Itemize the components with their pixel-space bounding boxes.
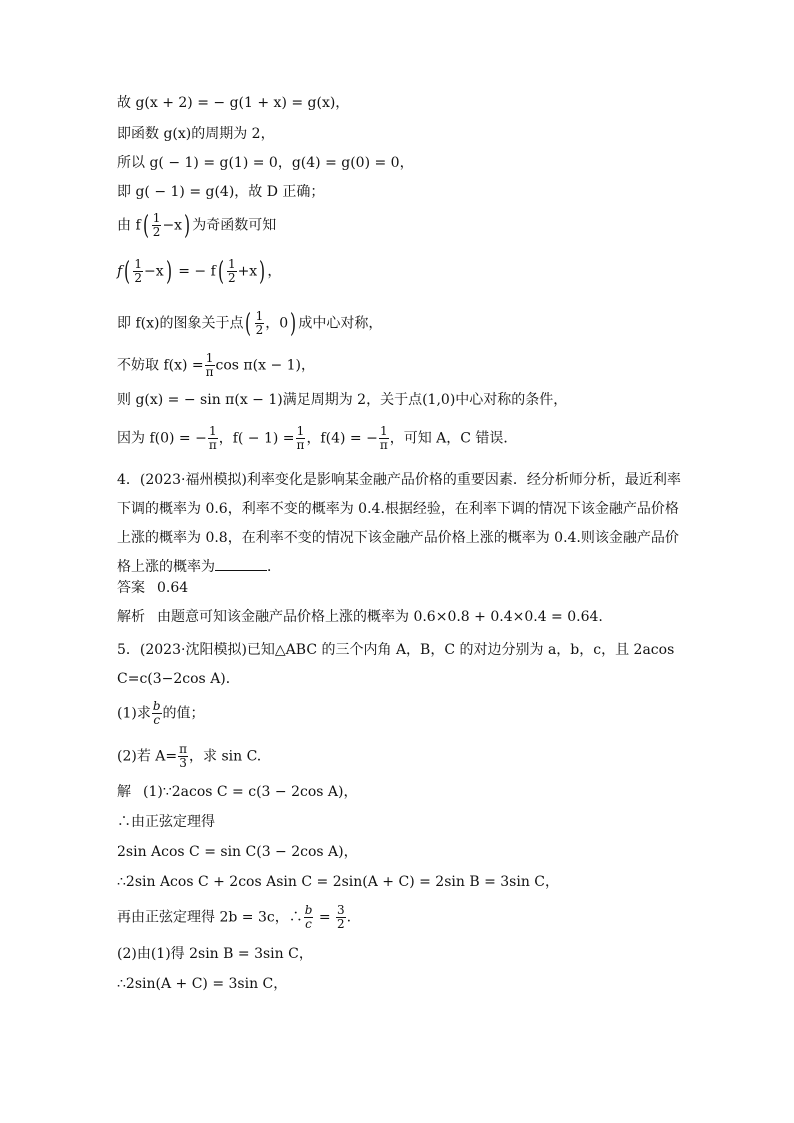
text-suffix: 为奇函数可知 <box>192 217 277 234</box>
fraction-half: $\frac{1}{2}$ <box>134 257 142 285</box>
answer-blank <box>215 556 267 571</box>
line-odd-equation: f( $\frac{1}{2}$ −x) = − f( $\frac{1}{2}$ +x) ， <box>117 256 282 287</box>
q5-solution-start: 解 (1)∵2acos C = c(3 − 2cos A)， <box>117 784 358 800</box>
q5-solution-line-3: 2sin Acos C = sin C(3 − 2cos A)， <box>117 844 358 860</box>
expr-minus-x: −x <box>162 217 183 234</box>
fraction-pi-over-3: $\frac{\pi}{3}$ <box>179 742 188 770</box>
question-4: 4．(2023·福州模拟)利率变化是影响某金融产品价格的重要因素．经分析师分析，最近利率下调的概率为 0.6，利率不变的概率为 0.4.根据经验，在利率下调的情况下该金融产品价格上涨的概率为 0.8，在利率不变的情况下该金融产品价格上涨的概率为 0.4.则该金融产品价格上涨的概率为 ． <box>117 472 681 575</box>
fraction-b-over-c: $\frac{b}{c}$ <box>152 699 161 727</box>
fraction-half: $\frac{1}{2}$ <box>227 257 236 285</box>
right-paren: ) <box>184 210 191 241</box>
left-paren: ( <box>142 210 149 241</box>
fraction-one-over-pi: $\frac{1}{\pi}$ <box>205 351 214 379</box>
q5-part-2: (2)若 A= $\frac{\pi}{3}$ ，求 sin C. <box>117 742 262 770</box>
q5-solution-line-5: 再由正弦定理得 2b = 3c，∴ $\frac{b}{c}$ = $\frac{3}{2}$ . <box>117 903 352 931</box>
q5-solution-line-6: (2)由(1)得 2sin B = 3sin C， <box>117 946 313 962</box>
line-g-satisfies: 则 g(x) = − sin π(x − 1)满足周期为 2，关于点(1,0)中心对称的条件， <box>117 392 568 408</box>
fraction-three-over-two: $\frac{3}{2}$ <box>337 903 345 931</box>
q4-analysis: 解析 由题意可知该金融产品价格上涨的概率为 0.6×0.8 + 0.4×0.4 = 0.64. <box>117 609 603 625</box>
line-symmetry-center: 即 f(x)的图象关于点( $\frac{1}{2}$ ，0) 成中心对称， <box>117 308 383 339</box>
line-periodic-shift: 故 g(x + 2) = − g(1 + x) = g(x)， <box>117 95 350 111</box>
fraction-half: $\frac{1}{2}$ <box>255 309 264 337</box>
line-conclusion-d: 即 g( − 1) = g(4)，故 D 正确； <box>117 184 325 200</box>
question-5: 5．(2023·沈阳模拟)已知△ABC 的三个内角 A，B，C 的对边分别为 a，b，c，且 2acos C=c(3−2cos A)． <box>117 642 675 687</box>
line-period: 即函数 g(x)的周期为 2， <box>117 126 275 142</box>
q4-answer: 答案 0.64 <box>117 580 189 596</box>
q5-solution-line-4: ∴2sin Acos C + 2cos Asin C = 2sin(A + C) = 2sin B = 3sin C， <box>117 874 559 890</box>
q5-solution-line-7: ∴2sin(A + C) = 3sin C， <box>117 976 288 992</box>
fraction-b-over-c: $\frac{b}{c}$ <box>304 903 313 931</box>
q5-part-1: (1)求 $\frac{b}{c}$ 的值； <box>117 699 205 727</box>
line-values-ac: 因为 f(0) = − $\frac{1}{\pi}$ ，f( − 1) = $\frac{1}{\pi}$ ，f(4) = − $\frac{1}{\pi}$ ，可知 A，C 错误． <box>117 424 518 452</box>
fraction-half: $\frac{1}{2}$ <box>152 211 161 239</box>
line-values: 所以 g( − 1) = g(1) = 0，g(4) = g(0) = 0， <box>117 155 414 171</box>
line-choose-f: 不妨取 f(x) = $\frac{1}{\pi}$ cos π(x − 1)， <box>117 351 315 379</box>
line-odd-function <box>117 212 276 239</box>
q5-solution-line-2: ∴由正弦定理得 <box>117 814 215 830</box>
text-prefix: 由 f <box>117 217 141 234</box>
